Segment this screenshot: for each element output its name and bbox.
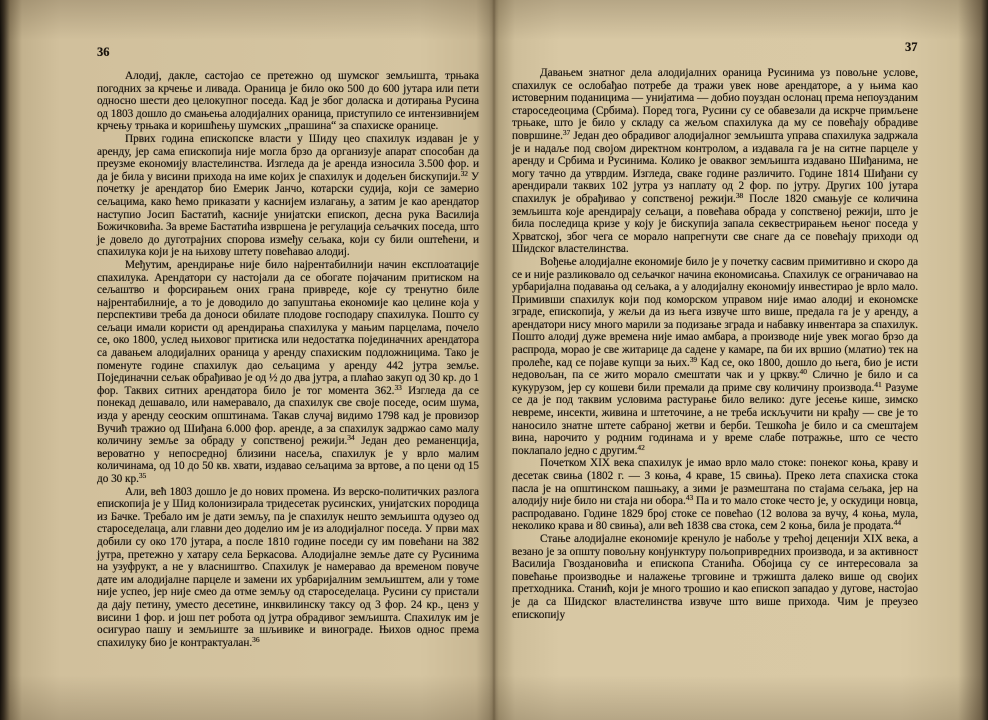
paragraph-text: Слично је било и са кукурузом, јер су кошеви били премали да приме сву количину производа. [512, 369, 918, 394]
footnote-marker: 40 [799, 367, 807, 377]
page-right [494, 0, 988, 720]
paragraph [97, 133, 479, 259]
paragraph-text: Почетком XIX века спахилук је имао врло мало стоке: понеког коња, краву и десетак свиња (1802 г. — 3 коња, 4 краве, 15 свиња). Преко лета спахиска стока пасла је на општинском пашњаку, а зими је размештана по стајама сељака, јер на алодију није било ни стаја ни обора. [512, 457, 918, 508]
footnote-marker: 43 [685, 493, 694, 503]
paragraph-text: Разуме се да је под таквим условима растурање било велико: дуге јесење кише, зимско невреме, инсекти, живина и штеточине, а не треба искључити ни крађу — све је то наносило знатне штете сабраној жетви и берби. Тешкоћа је било и са смештајем вина, нарочито у родним годинама и у време слабе потражње, што се често поклапало једно с другим. [512, 381, 918, 457]
paragraph [512, 457, 918, 533]
page-body [97, 70, 479, 649]
paragraph-text: Један део обрадивог алодијалног земљишта управа спахилука задржала је и надаље под својом директном контролом, а издавала га је на ситне парцеле у аренду и Србима и Русинима. Колико је оваквог земљишта издавано Шиђанима, не могу тачно да утврдим. Изгледа, сваке године различито. Године 1814 Шиђани су арендирали таквих 102 јутра уз наплату од 2 фор. по јутру. Других 100 јутара спахилук је обрађивао у сопственој режији. [512, 129, 918, 205]
paragraph-text: Вођење алодијалне економије било је у почетку сасвим примитивно и скоро да се и није разликовало од сељачког начина економисања. Спахилук се ограничавао на урбаријална подавања од сељака, а у алодијалну економију инвестирао је врло мало. Примивши спахилук који под коморском управом није имао алодиј и економске зграде, епископија, у жељи да из њега извуче што више, предала га је у аренду, а арендатори нису много марили за подизање зграда и набавку инвентара за спахилук. Пошто алодиј дуже времена није имао амбара, а производе није увек могао брзо да распрода, морао је све житарице да садене у камаре, па би их вршио (млатио) тек на пролеће, кад се појаве купци за њих. [512, 255, 918, 369]
paragraph [97, 259, 479, 486]
paragraph [512, 256, 918, 458]
paragraph-text: У почетку је арендатор био Емерик Јанчо, котарски судија, који се замерио сељацима, како ћемо приказати у каснијем излагању, а затим је као арендатор наступио Јосип Бастатић, касније унијатски епископ, десна рука Василија Божичковића. За време Бастатића извршена је регулација сељачких поседа, што је довело до дуготрајних спорова између сељака, који су били оштећени, и спахилука који је на њихову штету повећавао алодиј. [97, 170, 479, 259]
footnote-marker: 33 [394, 382, 402, 392]
paragraph-text: Изгледа да се понекад дешавало, или намеравало, да спахилук све своје поседе, осим шума, изда у аренду сеоским општинама. Такав случај видимо 1798 кад је провизор Вучић тражио од Шиђана 6.000 фор. аренде, а за спахилук задржао само малу количину земље за обраду у сопственој режији. [97, 384, 479, 448]
paragraph-text: Првих година епископске власти у Шиду цео спахилук издаван је у аренду, јер сама епископија није могла брзо да организује апарат способан да преузме економију властелинства. Изгледа да је аренда износила 3.500 фор. и да је била у висини прихода на име којих је спахилук и додељен бискупији. [97, 132, 479, 183]
paragraph [512, 533, 918, 621]
page-number: 37 [905, 40, 918, 54]
paragraph-text: Стање алодијалне економије кренуло је набоље у трећој деценији XIX века, а везано је за општу повољну конјунктуру пољопривредних производа, и за активност Василија Гвоздановића и епископа Станића. Обојица су се интересовала за повећање производње и налажење трговине и тржишта далеко више од својих претходника. Станић, који је много трошио и као епископ западао у дугове, настојао је да са Шидског властелинства извуче што више прихода. Чим је преузео епископију [512, 532, 918, 621]
footnote-marker: 44 [893, 518, 902, 528]
footnote-marker: 42 [637, 442, 645, 452]
page-body [512, 67, 918, 621]
paragraph [97, 486, 479, 650]
footnote-marker: 38 [735, 190, 744, 200]
paragraph-text: Па и то мало стоке често је, у оскудици новца, распродавано. Године 1829 број стоке се повећао (12 волова за вучу, 4 коња, мула, неколико крава и 80 свиња), али већ 1838 сва стока, сем 2 коња, била је продата. [512, 495, 918, 533]
footnote-marker: 36 [252, 634, 260, 644]
footnote-marker: 39 [689, 354, 698, 364]
paragraph-text: Алодиј, дакле, састојао се претежно од шумског земљишта, трњака погодних за крчење и ливада. Ораница је било око 500 до 600 јутара или пети односно шести део целокупног поседа. Кад је због доласка и дотирања Русина од 1803 дошло до смањења алодијалних ораница, приступило се интензивнијем крчењу трњака и коришћењу шумских „прашина“ за спахиске оранице. [97, 70, 479, 133]
paragraph-text: Кад се, око 1800, дошло до њега, био је исти недовољан, па се жито морало смештати чак и у цркву. [512, 356, 918, 382]
paragraph-text: Један део реманенција, вероватно у непосредној близини насеља, спахилук је у врло малим количинама, од 10 до 50 кв. хвати, издавао сељацима за вртове, а по цени од 15 до 30 кр. [97, 435, 479, 485]
paragraph [97, 70, 479, 133]
paragraph-text: После 1820 смањује се количина земљишта које арендирају сељаци, а повећава обрада у сопственој режији, што је била последица кризе у коју је бискупија запала секвестрирањем њеног поседа у Хрватској, због чега се морало напрегнути све снаге да се повећају приходи од Шидског властелинства. [512, 192, 918, 256]
paragraph-text: Међутим, арендирање није било најрентабилнији начин експлоатације спахилука. Арендатори су настојали да се обогате појачаним притиском на сељаштво и форсирањем оних грана привреде, које су тренутно биле најрентабилније, а то је доводило до запуштања економије као целине која у перспективи треба да доноси обилате плодове господару спахилука. Пошто су сељаци имали користи од арендирања спахилука у мањим парцелама, почело се, око 1800, услед њиховог притиска или недостатка појединачних арендатора са давањем алодијалних ораница у аренду спахиским подложницима. Тако је поменуте године спахилук дао сељацима у аренду 442 јутра земље. Појединачни сељак обрађивао је од ½ до два јутра, а плаћао закуп од 30 кр. до 1 фор. Таквих ситних арендатора било је тог момента 362. [97, 258, 479, 397]
footnote-marker: 41 [874, 379, 882, 389]
paragraph [512, 67, 918, 256]
footnote-marker: 34 [347, 433, 355, 443]
footnote-marker: 32 [460, 168, 468, 178]
footnote-marker: 35 [138, 471, 147, 480]
page-number: 36 [97, 45, 110, 59]
footnote-marker: 37 [562, 127, 571, 137]
paragraph-text: Давањем знатног дела алодијалних ораница Русинима уз повољне услове, спахилук се ослобађао потребе да тражи увек нове арендаторе, а у њима као истоверним поданицима — унијатима — добио поуздан ослонац према непоузданим староседеоцима (Србима). Поред тога, Русини су се обавезали да искрче примљене трњаке, што је било у складу са жељом спахилука да му се повећају обрадиве површине. [512, 67, 918, 142]
paragraph-text: Али, већ 1803 дошло је до нових промена. Из верско-политичких разлога епископија је у Шид колонизирала тридесетак русинских, унијатских породица из Бачке. Требало им је дати земљу, па је спахилук нешто земљишта одузео од староседелаца, али главни део доделио им је из алодијалног поседа. У први мах добили су око 170 јутара, а после 1810 године поседи су им повећани на 382 јутра, претежно у хатару села Беркасова. Алодијалне земље дате су Русинима на узуфрукт, а не у власништво. Спахилук је намеравао да временом повуче дате им алодијалне парцеле и замени их урбаријалним земљиштем, али у томе није успео, јер није смео да отме земљу од староседелаца. Русини су пристали да дају петину, уместо десетине, инквилинску таксу од 3 фор. 24 кр., ценз у висини 1 фор. и још пет робота од јутра обрадивог земљишта. Спахилук им је осигурао пашу и земљиште за шљивике и винограде. Њихов однос према спахилуку био је контрактуалан. [97, 485, 479, 649]
